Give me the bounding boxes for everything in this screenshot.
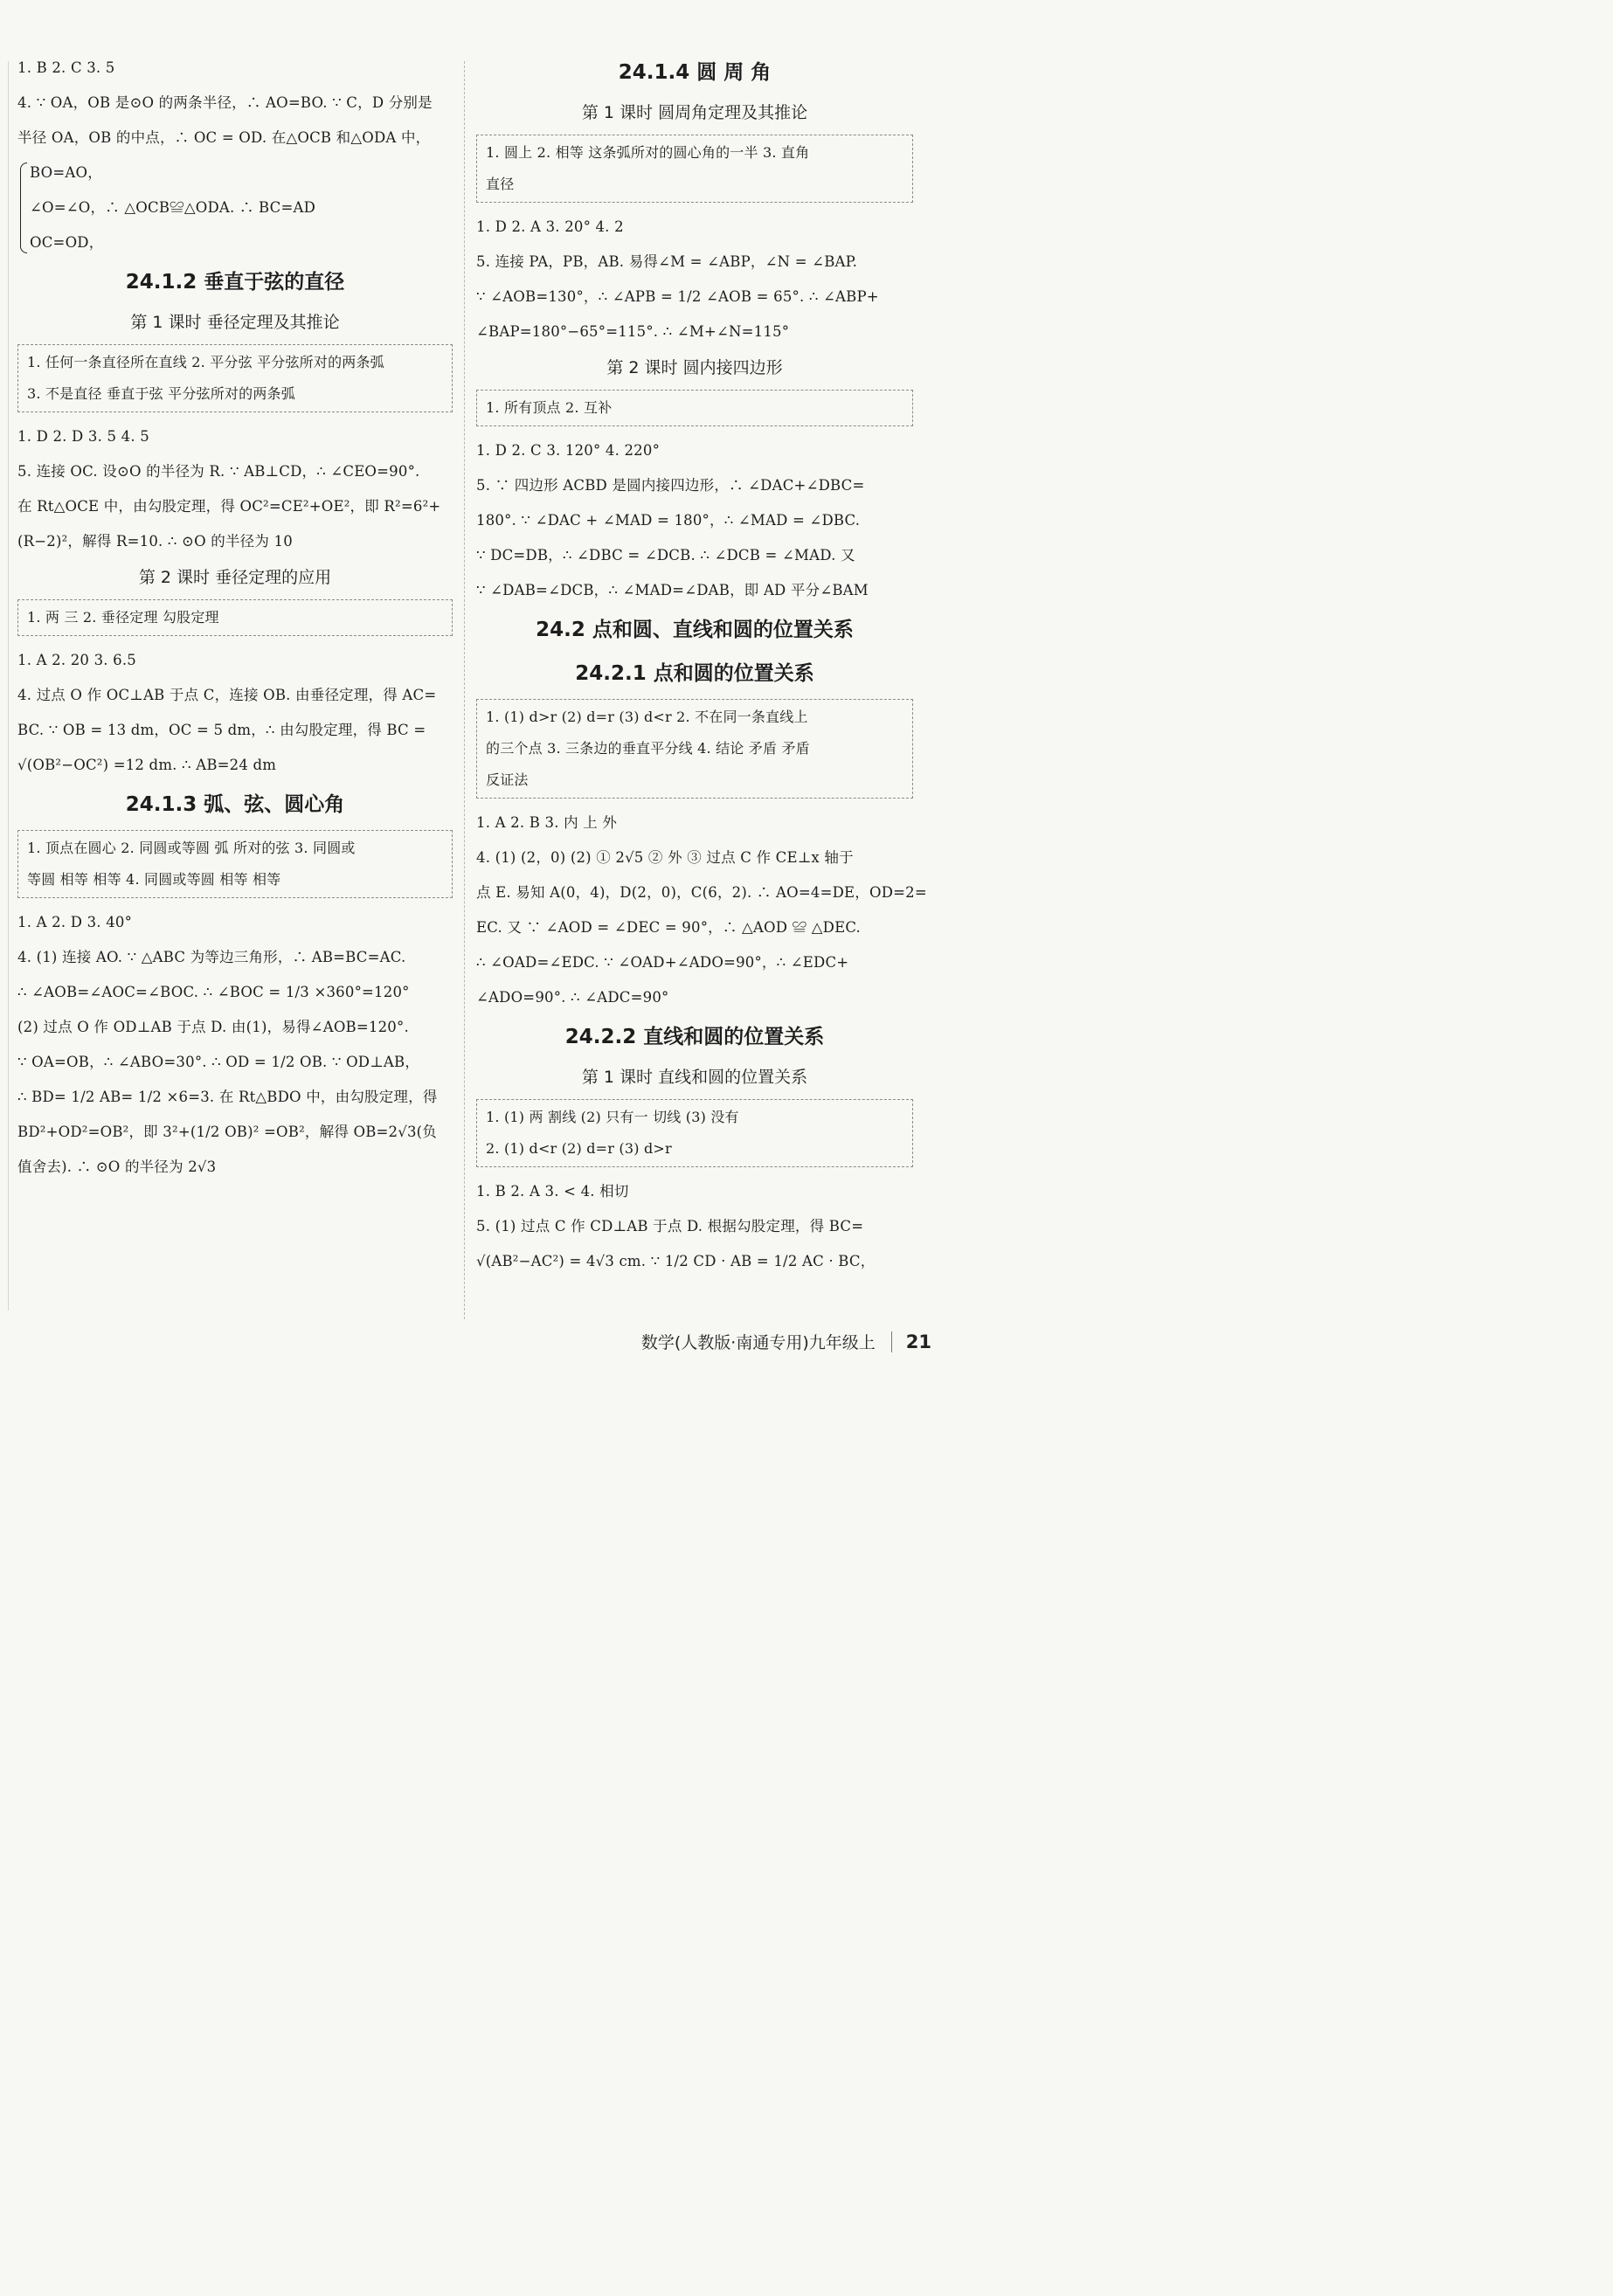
section-title: 24.1.4 圆 周 角 [618,61,772,84]
answer-line: √(OB²−OC²) =12 dm. ∴ AB=24 dm [17,757,277,773]
answer-line: ∵ DC=DB，∴ ∠DBC = ∠DCB. ∴ ∠DCB = ∠MAD. 又 [476,547,855,564]
answer-line: 在 Rt△OCE 中，由勾股定理，得 OC²=CE²+OE²，即 R²=6²+ [17,498,441,515]
answer-line: 点 E. 易知 A(0，4)，D(2，0)，C(6，2). ∴ AO=4=DE，OD=2= [476,884,927,901]
answer-line: 180°. ∵ ∠DAC + ∠MAD = 180°，∴ ∠MAD = ∠DBC. [476,512,861,529]
right-column [476,51,927,1279]
answer-line: ∠ADO=90°. ∴ ∠ADC=90° [476,989,669,1006]
section-title: 24.2 点和圆、直线和圆的位置关系 [536,619,854,641]
answer-line: 1. B 2. C 3. 5 [17,59,115,76]
left-column [17,51,453,1185]
lesson-title: 第 2 课时 垂径定理的应用 [138,568,332,587]
answer-line: 1. A 2. 20 3. 6.5 [17,652,137,668]
key-points-box [476,1099,913,1167]
key-points-box [17,599,453,636]
key-points-box [476,135,913,203]
section-title: 24.1.3 弧、弦、圆心角 [125,793,345,816]
answer-line: (2) 过点 O 作 OD⊥AB 于点 D. 由(1)，易得∠AOB=120°. [17,1019,409,1035]
answer-line: 1. D 2. A 3. 20° 4. 2 [476,218,624,235]
text-line: 3. 不是直径 垂直于弦 平分弦所对的两条弧 [27,385,295,402]
text-line: 1. 顶点在圆心 2. 同圆或等圆 弧 所对的弦 3. 同圆或 [27,840,356,856]
text-line: 2. (1) d<r (2) d=r (3) d>r [486,1140,672,1157]
answer-line: 值舍去). ∴ ⊙O 的半径为 2√3 [17,1158,217,1175]
answer-line: ∠BAP=180°−65°=115°. ∴ ∠M+∠N=115° [476,323,790,340]
answer-line: 4. ∵ OA，OB 是⊙O 的两条半径，∴ AO=BO. ∵ C，D 分别是 [17,94,433,111]
answer-line: (R−2)²，解得 R=10. ∴ ⊙O 的半径为 10 [17,533,293,550]
answer-line: 1. A 2. B 3. 内 上 外 [476,814,618,831]
answer-line: 4. (1) 连接 AO. ∵ △ABC 为等边三角形，∴ AB=BC=AC. [17,949,406,965]
answer-line: BC. ∵ OB = 13 dm，OC = 5 dm，∴ 由勾股定理，得 BC = [17,722,426,738]
key-points-box [17,344,453,412]
section-title: 24.2.1 点和圆的位置关系 [575,662,814,685]
answer-line: 4. (1) (2，0) (2) ① 2√5 ② 外 ③ 过点 C 作 CE⊥x 轴于 [476,849,854,866]
answer-line: 1. D 2. D 3. 5 4. 5 [17,428,149,445]
answer-line: 5. 连接 PA，PB，AB. 易得∠M = ∠ABP，∠N = ∠BAP. [476,253,858,270]
text-line: 1. (1) 两 割线 (2) 只有一 切线 (3) 没有 [486,1109,739,1125]
lesson-title: 第 1 课时 直线和圆的位置关系 [581,1068,808,1087]
answer-line: 5. 连接 OC. 设⊙O 的半径为 R. ∵ AB⊥CD，∴ ∠CEO=90°. [17,463,420,480]
text-line: 1. 两 三 2. 垂径定理 勾股定理 [27,609,219,626]
text-line: 1. 任何一条直径所在直线 2. 平分弦 平分弦所对的两条弧 [27,354,384,370]
text-line: 的三个点 3. 三条边的垂直平分线 4. 结论 矛盾 矛盾 [486,740,810,757]
text-line: 直径 [486,176,515,192]
text-line: 1. 圆上 2. 相等 这条弧所对的圆心角的一半 3. 直角 [486,144,810,161]
answer-line: 1. B 2. A 3. < 4. 相切 [476,1183,629,1200]
answer-line: ∴ BD= 1/2 AB= 1/2 ×6=3. 在 Rt△BDO 中，由勾股定理，得 [17,1089,438,1105]
answer-line: ∵ ∠DAB=∠DCB，∴ ∠MAD=∠DAB，即 AD 平分∠BAM [476,582,869,598]
answer-line: 1. A 2. D 3. 40° [17,914,133,930]
lesson-title: 第 1 课时 圆周角定理及其推论 [581,103,808,122]
text-line: OC=OD， [30,234,104,251]
key-points-box [17,830,453,898]
answer-line: ∵ OA=OB，∴ ∠ABO=30°. ∴ OD = 1/2 OB. ∵ OD⊥AB， [17,1054,420,1070]
text-line: 等圆 相等 相等 4. 同圆或等圆 相等 相等 [27,871,281,888]
answer-line: EC. 又 ∵ ∠AOD = ∠DEC = 90°，∴ △AOD ≌ △DEC. [476,919,861,936]
text-line: BO=AO， [30,164,102,181]
answer-line: ∴ ∠AOB=∠AOC=∠BOC. ∴ ∠BOC = 1/3 ×360°=120° [17,984,410,1000]
text-line: 反证法 [486,771,529,788]
answer-line: 半径 OA，OB 的中点，∴ OC = OD. 在△OCB 和△ODA 中， [17,129,431,146]
answer-line: 5. (1) 过点 C 作 CD⊥AB 于点 D. 根据勾股定理，得 BC= [476,1218,864,1234]
left-margin-rule [8,61,9,1311]
key-points-box [476,699,913,799]
text-line: 1. (1) d>r (2) d=r (3) d<r 2. 不在同一条直线上 [486,709,808,725]
page-number: 21 [891,1331,931,1352]
answer-line: BD²+OD²=OB²，即 3²+(1/2 OB)² =OB²，解得 OB=2√3(负 [17,1124,437,1140]
page-footer [641,1330,931,1353]
text-line: 1. 所有顶点 2. 互补 [486,399,613,416]
lesson-title: 第 1 课时 垂径定理及其推论 [130,313,340,332]
column-divider [464,61,465,1319]
answer-line: 5. ∵ 四边形 ACBD 是圆内接四边形，∴ ∠DAC+∠DBC= [476,477,865,494]
answer-line: 4. 过点 O 作 OC⊥AB 于点 C，连接 OB. 由垂径定理，得 AC= [17,687,437,703]
answer-line: √(AB²−AC²) = 4√3 cm. ∵ 1/2 CD · AB = 1/2 AC · BC， [476,1253,876,1269]
footer-subject: 数学(人教版·南通专用)九年级上 [640,1333,876,1352]
answer-line: ∵ ∠AOB=130°，∴ ∠APB = 1/2 ∠AOB = 65°. ∴ ∠ABP+ [476,288,879,305]
brace-group [17,156,453,260]
answer-line: ∴ ∠OAD=∠EDC. ∵ ∠OAD+∠ADO=90°，∴ ∠EDC+ [476,954,849,971]
text-line: ∠O=∠O，∴ △OCB≌△ODA. ∴ BC=AD [30,199,316,216]
section-title: 24.2.2 直线和圆的位置关系 [564,1026,825,1048]
key-points-box [476,390,913,426]
answer-line: 1. D 2. C 3. 120° 4. 220° [476,442,661,459]
section-title: 24.1.2 垂直于弦的直径 [125,271,345,294]
lesson-title: 第 2 课时 圆内接四边形 [606,358,783,377]
